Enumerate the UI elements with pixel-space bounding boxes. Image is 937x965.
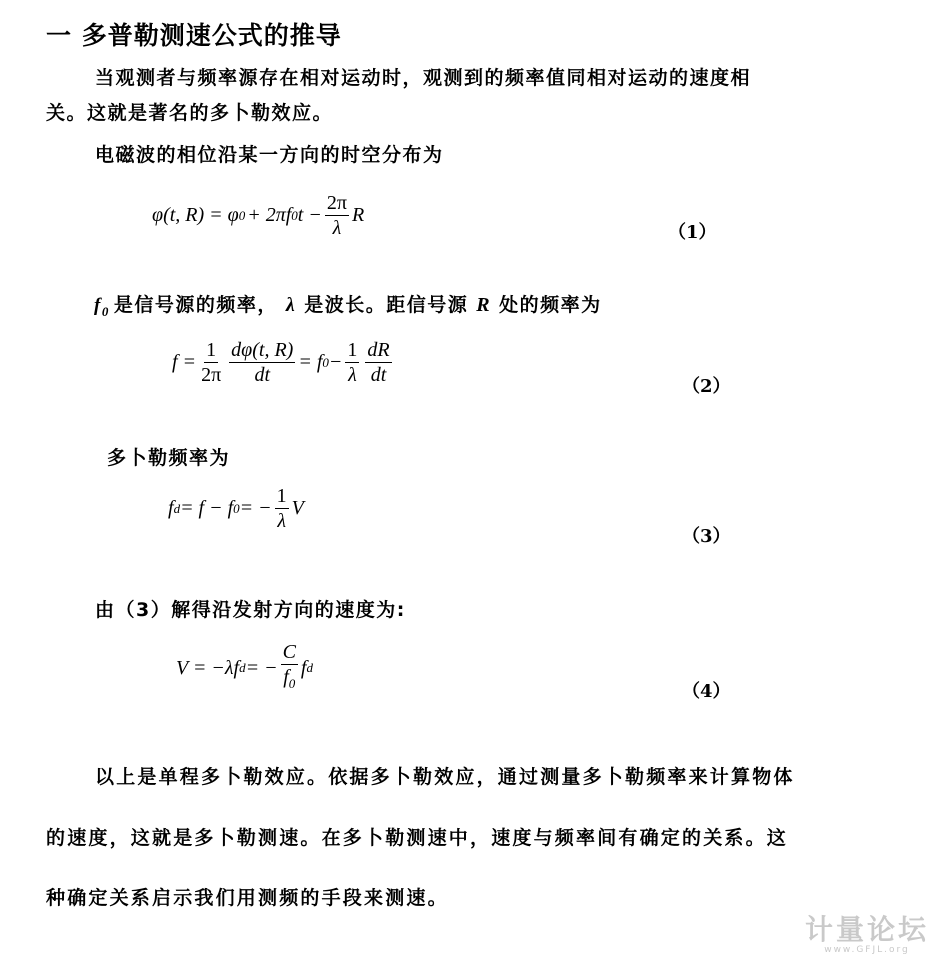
equation-number-4: （4） <box>682 681 731 702</box>
equation-4: V = −λf d = − $\frac{C}{f_0}$ f d <box>176 642 313 694</box>
doppler-frequency-intro: 多卜勒频率为 <box>107 447 231 469</box>
section-title: 一 多普勒测速公式的推导 <box>46 21 342 50</box>
watermark-url: www.GFJL.org <box>824 945 910 955</box>
fraction-dR-dt: $\frac{dR}{dt}$ <box>367 339 390 386</box>
fraction-1-2pi: $\frac{1}{2\pi}$ <box>201 339 222 386</box>
conclusion-line-1: 以上是单程多卜勒效应。依据多卜勒效应，通过测量多卜勒频率来计算物体 <box>95 766 795 788</box>
f0-definition: $f_0$ 是信号源的频率， λ 是波长。距信号源 R 处的频率为 <box>94 294 602 319</box>
watermark-name: 计量论坛 <box>804 913 929 946</box>
equation-number-2: （2） <box>682 376 731 397</box>
intro-line-2: 关。这就是著名的多卜勒效应。 <box>46 102 334 124</box>
fraction-1-lambda: $\frac{1}{\lambda}$ <box>347 339 358 386</box>
equation-1: φ(t, R) = φ 0 + 2πf 0 t − $\frac{2\pi}{\lambda}$ R <box>152 192 365 239</box>
fraction-C-f0: $\frac{C}{f_0}$ <box>282 641 296 691</box>
fraction-dphi-dt: $\frac{d\varphi(t, R)}{dt}$ <box>231 339 294 386</box>
equation-number-3: （3） <box>682 526 731 547</box>
fraction-1-lambda-eq3: $\frac{1}{\lambda}$ <box>276 485 287 532</box>
equation-number-1: （1） <box>668 222 717 243</box>
fraction-2pi-lambda: $\frac{2\pi}{\lambda}$ <box>326 192 347 239</box>
conclusion-line-2: 的速度，这就是多卜勒测速。在多卜勒测速中，速度与频率间有确定的关系。这 <box>46 827 789 849</box>
watermark-logo <box>805 915 929 955</box>
equation-2: f = $\frac{1}{2\pi}$ $\frac{d\varphi(t, R)}{dt}$ = f 0 − $\frac{1}{\lambda}$ $\frac{dR}{dt}$ <box>172 339 390 386</box>
intro-line-1: 当观测者与频率源存在相对运动时，观测到的频率值同相对运动的速度相 <box>95 67 752 89</box>
equation-3: f d = f − f 0 = − $\frac{1}{\lambda}$ V <box>168 485 304 532</box>
solve-text: 由（3）解得沿发射方向的速度为: <box>95 599 406 621</box>
conclusion-line-3: 种确定关系启示我们用测频的手段来测速。 <box>46 887 449 909</box>
phase-intro: 电磁波的相位沿某一方向的时空分布为 <box>95 144 444 166</box>
